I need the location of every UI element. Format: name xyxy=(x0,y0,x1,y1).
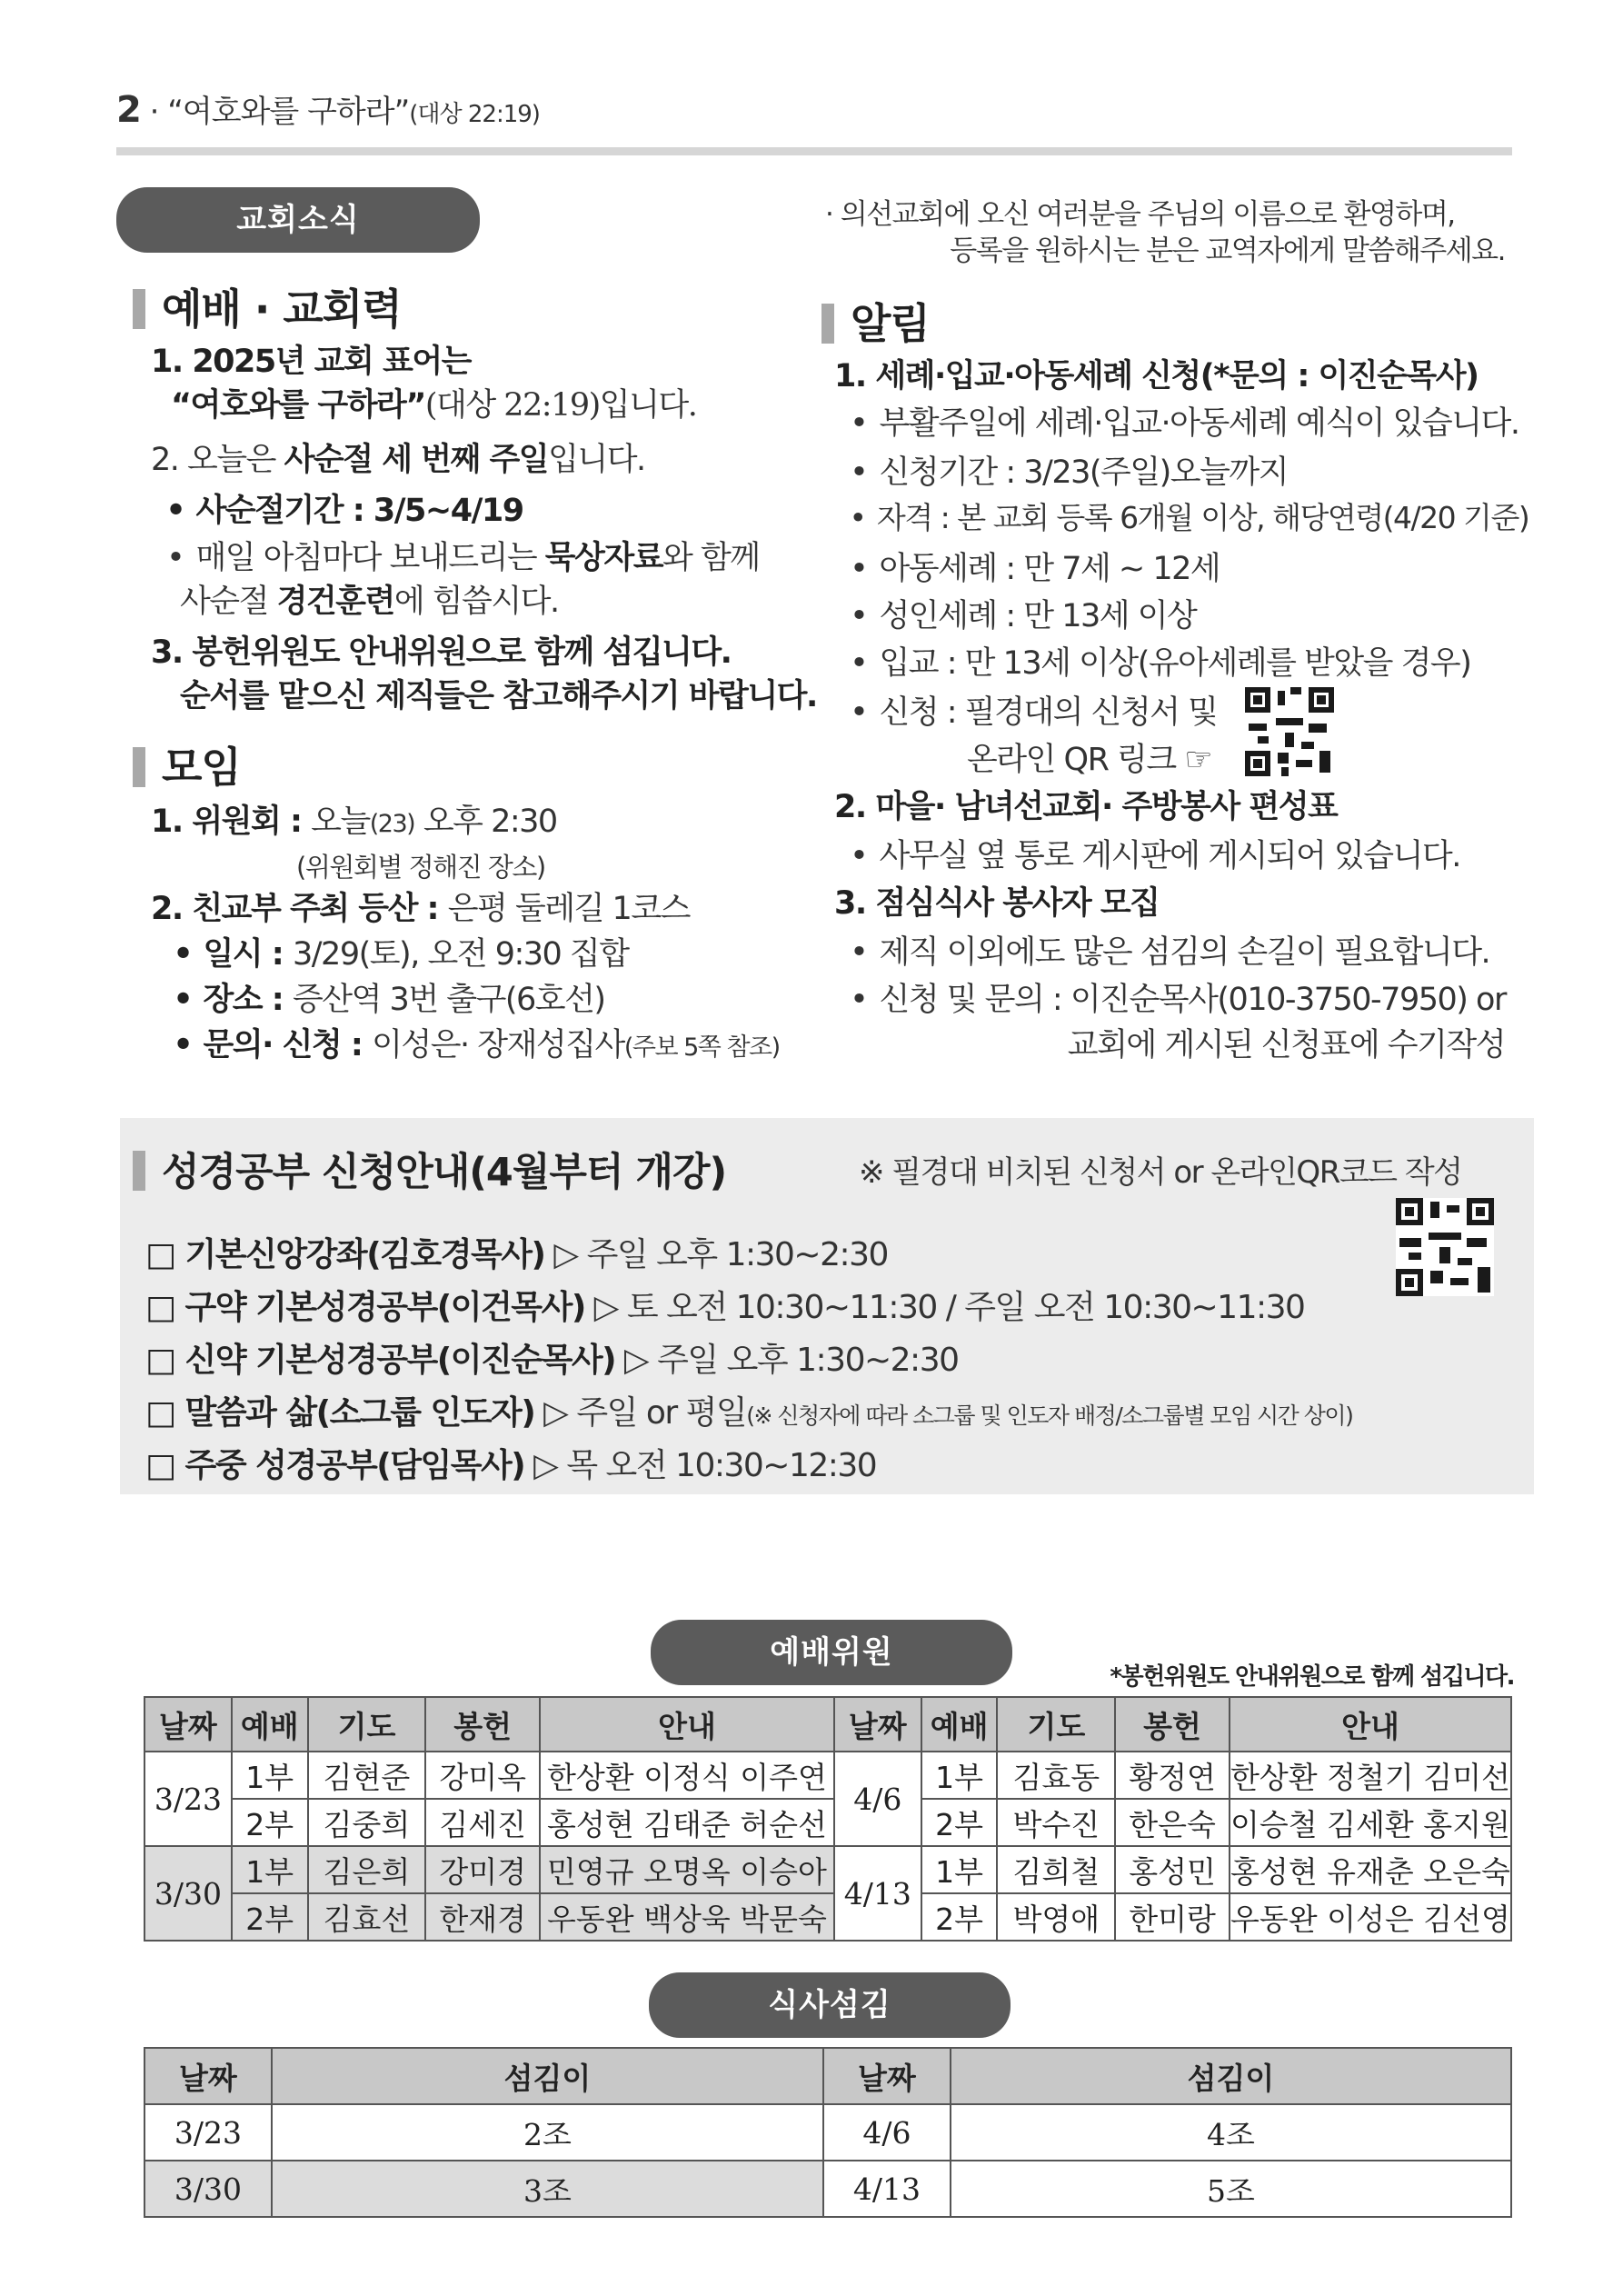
meetings-line-2: (위원회별 정해진 장소) xyxy=(296,852,545,883)
notice-3-item-3: 교회에 게시된 신청표에 수기작성 xyxy=(1067,1027,1505,1063)
worship-committee-table xyxy=(144,1696,1512,1942)
offering-cell: 김세진 xyxy=(425,1799,540,1846)
table-row xyxy=(144,1893,1511,1941)
offering-cell: 한미랑 xyxy=(1115,1893,1230,1941)
offering-cell: 강미옥 xyxy=(425,1752,540,1799)
date-cell: 3/30 xyxy=(144,2161,272,2217)
worship-committee-pill: 예배위원 xyxy=(651,1620,1012,1685)
bible-study-heading-text: 성경공부 신청안내(4월부터 개강) xyxy=(162,1150,727,1195)
heading-bar xyxy=(133,1151,145,1191)
server-cell: 3조 xyxy=(272,2161,823,2217)
worship-calendar-heading-text: 예배 · 교회력 xyxy=(162,285,402,334)
col-header: 섬김이 xyxy=(272,2048,823,2104)
date-cell: 3/23 xyxy=(144,2104,272,2161)
guide-cell: 이승철 김세환 홍지원 xyxy=(1230,1799,1511,1846)
service-cell: 2부 xyxy=(232,1893,308,1941)
meal-service-pill: 식사섬김 xyxy=(649,1972,1011,2038)
guide-cell: 한상환 정철기 김미선 xyxy=(1230,1752,1511,1799)
meetings-line-5: • 장소 : 증산역 3번 출구(6호선) xyxy=(173,982,605,1018)
course-item: □ 기본신앙강좌(김호경목사) ▷ 주일 오후 1:30~2:30 xyxy=(145,1236,888,1273)
col-header: 날짜 xyxy=(144,2048,272,2104)
calendar-line-4: • 사순절기간 : 3/5~4/19 xyxy=(165,493,523,529)
date-cell: 3/30 xyxy=(144,1846,232,1941)
date-cell: 4/13 xyxy=(823,2161,951,2217)
guide-cell: 홍성현 김태준 허순선 xyxy=(540,1799,834,1846)
calendar-line-6: 사순절 경건훈련에 힘씁시다. xyxy=(180,584,559,620)
page-header xyxy=(116,86,540,131)
notice-1-item-4: • 아동세례 : 만 7세 ~ 12세 xyxy=(850,551,1220,587)
welcome-line-2: 등록을 원하시는 분은 교역자에게 말씀해주세요. xyxy=(950,235,1505,267)
offering-cell: 황정연 xyxy=(1115,1752,1230,1799)
table-row xyxy=(144,2161,1511,2217)
notice-3-item-2: • 신청 및 문의 : 이진순목사(010-3750-7950) or xyxy=(850,982,1506,1018)
worship-committee-note: *봉헌위원도 안내위원으로 함께 섬깁니다. xyxy=(1110,1663,1514,1691)
header-reference: (대상 22:19) xyxy=(409,101,540,128)
qr-code-icon[interactable] xyxy=(1245,687,1334,776)
prayer-cell: 김효동 xyxy=(997,1752,1115,1799)
col-header: 봉헌 xyxy=(1115,1697,1230,1752)
guide-cell: 우동완 백상욱 박문숙 xyxy=(540,1893,834,1941)
notice-2-item: • 사무실 옆 통로 게시판에 게시되어 있습니다. xyxy=(850,838,1460,874)
date-cell: 4/6 xyxy=(823,2104,951,2161)
notice-1-item-5: • 성인세례 : 만 13세 이상 xyxy=(850,598,1197,634)
notice-1-item-3: • 자격 : 본 교회 등록 6개월 이상, 해당연령(4/20 기준) xyxy=(849,500,1529,535)
offering-cell: 한재경 xyxy=(425,1893,540,1941)
guide-cell: 민영규 오명옥 이승아 xyxy=(540,1846,834,1893)
server-cell: 5조 xyxy=(951,2161,1511,2217)
table-row xyxy=(144,1752,1511,1799)
col-header: 안내 xyxy=(540,1697,834,1752)
notice-1-item-7: • 신청 : 필경대의 신청서 및 xyxy=(850,694,1218,731)
calendar-line-7: 3. 봉헌위원도 안내위원으로 함께 섬깁니다. xyxy=(151,634,732,671)
offering-cell: 강미경 xyxy=(425,1846,540,1893)
date-cell: 4/6 xyxy=(834,1752,921,1846)
notice-1-title: 1. 세례·입교·아동세례 신청(*문의 : 이진순목사) xyxy=(834,358,1479,394)
course-item: □ 신약 기본성경공부(이진순목사) ▷ 주일 오후 1:30~2:30 xyxy=(145,1342,959,1379)
service-cell: 1부 xyxy=(232,1752,308,1799)
meetings-heading xyxy=(133,734,241,794)
prayer-cell: 박수진 xyxy=(997,1799,1115,1846)
header-divider xyxy=(116,147,1512,155)
calendar-line-2: “여호와를 구하라”(대상 22:19)입니다. xyxy=(171,387,697,424)
header-separator: · xyxy=(149,94,159,130)
notices-heading-text: 알림 xyxy=(851,299,930,348)
notice-1-item-6: • 입교 : 만 13세 이상(유아세례를 받았을 경우) xyxy=(850,645,1471,682)
date-cell: 3/23 xyxy=(144,1752,232,1846)
welcome-line-1: · 의선교회에 오신 여러분을 주님의 이름으로 환영하며, xyxy=(825,198,1455,231)
service-cell: 2부 xyxy=(232,1799,308,1846)
notice-1-item-1: • 부활주일에 세례·입교·아동세례 예식이 있습니다. xyxy=(850,405,1519,442)
col-header: 기도 xyxy=(997,1697,1115,1752)
course-item: □ 구약 기본성경공부(이건목사) ▷ 토 오전 10:30~11:30 / 주일 오전 10:30~11:30 xyxy=(145,1289,1305,1326)
notice-3-title: 3. 점심식사 봉사자 모집 xyxy=(834,885,1160,922)
col-header: 날짜 xyxy=(144,1697,232,1752)
course-item: □ 말씀과 삶(소그룹 인도자) ▷ 주일 or 평일(※ 신청자에 따라 소그룹 및 인도자 배정/소그룹별 모임 시간 상이) xyxy=(145,1394,1353,1432)
worship-calendar-heading xyxy=(133,276,402,336)
header-title: “여호와를 구하라” xyxy=(167,94,410,130)
bible-study-note: ※ 필경대 비치된 신청서 or 온라인QR코드 작성 xyxy=(859,1154,1462,1191)
col-header: 날짜 xyxy=(834,1697,921,1752)
col-header: 섬김이 xyxy=(951,2048,1511,2104)
notice-1-qr-line: 온라인 QR 링크 ☞ xyxy=(967,742,1212,778)
heading-bar xyxy=(133,289,145,329)
offering-cell: 한은숙 xyxy=(1115,1799,1230,1846)
prayer-cell: 김중희 xyxy=(308,1799,426,1846)
prayer-cell: 김현준 xyxy=(308,1752,426,1799)
table-row xyxy=(144,1846,1511,1893)
course-item: □ 주중 성경공부(담임목사) ▷ 목 오전 10:30~12:30 xyxy=(145,1447,877,1484)
meetings-line-1: 1. 위원회 : 오늘(23) 오후 2:30 xyxy=(151,804,557,840)
meetings-heading-text: 모임 xyxy=(162,743,241,792)
service-cell: 1부 xyxy=(921,1846,998,1893)
col-header: 기도 xyxy=(308,1697,426,1752)
qr-code-icon[interactable] xyxy=(1396,1198,1494,1296)
calendar-line-1: 1. 2025년 교회 표어는 xyxy=(151,344,471,380)
server-cell: 4조 xyxy=(951,2104,1511,2161)
calendar-line-3: 2. 오늘은 사순절 세 번째 주일입니다. xyxy=(151,442,645,478)
prayer-cell: 김희철 xyxy=(997,1846,1115,1893)
prayer-cell: 김효선 xyxy=(308,1893,426,1941)
col-header: 날짜 xyxy=(823,2048,951,2104)
calendar-line-8: 순서를 맡으신 제직들은 참고해주시기 바랍니다. xyxy=(180,678,817,714)
page-number: 2 xyxy=(116,89,141,131)
col-header: 예배 xyxy=(232,1697,308,1752)
notices-heading xyxy=(821,291,930,351)
meal-service-table xyxy=(144,2047,1512,2218)
guide-cell: 홍성현 유재춘 오은숙 xyxy=(1230,1846,1511,1893)
church-news-pill: 교회소식 xyxy=(116,187,480,253)
col-header: 봉헌 xyxy=(425,1697,540,1752)
service-cell: 1부 xyxy=(232,1846,308,1893)
date-cell: 4/13 xyxy=(834,1846,921,1941)
prayer-cell: 김은희 xyxy=(308,1846,426,1893)
notice-1-item-2: • 신청기간 : 3/23(주일)오늘까지 xyxy=(850,454,1289,491)
notice-2-title: 2. 마을· 남녀선교회· 주방봉사 편성표 xyxy=(834,789,1338,825)
col-header: 안내 xyxy=(1230,1697,1511,1752)
service-cell: 2부 xyxy=(921,1799,998,1846)
prayer-cell: 박영애 xyxy=(997,1893,1115,1941)
meetings-line-6: • 문의· 신청 : 이성은· 장재성집사(주보 5쪽 참조) xyxy=(173,1027,780,1063)
service-cell: 1부 xyxy=(921,1752,998,1799)
server-cell: 2조 xyxy=(272,2104,823,2161)
offering-cell: 홍성민 xyxy=(1115,1846,1230,1893)
heading-bar xyxy=(133,747,145,787)
bible-study-heading xyxy=(133,1142,726,1197)
service-cell: 2부 xyxy=(921,1893,998,1941)
notice-3-item-1: • 제직 이외에도 많은 섬김의 손길이 필요합니다. xyxy=(850,934,1490,971)
table-row xyxy=(144,2104,1511,2161)
calendar-line-5: • 매일 아침마다 보내드리는 묵상자료와 함께 xyxy=(166,540,760,576)
col-header: 예배 xyxy=(921,1697,998,1752)
guide-cell: 우동완 이성은 김선영 xyxy=(1230,1893,1511,1941)
meetings-line-4: • 일시 : 3/29(토), 오전 9:30 집합 xyxy=(173,936,629,973)
heading-bar xyxy=(821,304,834,344)
meetings-line-3: 2. 친교부 주최 등산 : 은평 둘레길 1코스 xyxy=(151,891,690,927)
table-row xyxy=(144,1799,1511,1846)
guide-cell: 한상환 이정식 이주연 xyxy=(540,1752,834,1799)
